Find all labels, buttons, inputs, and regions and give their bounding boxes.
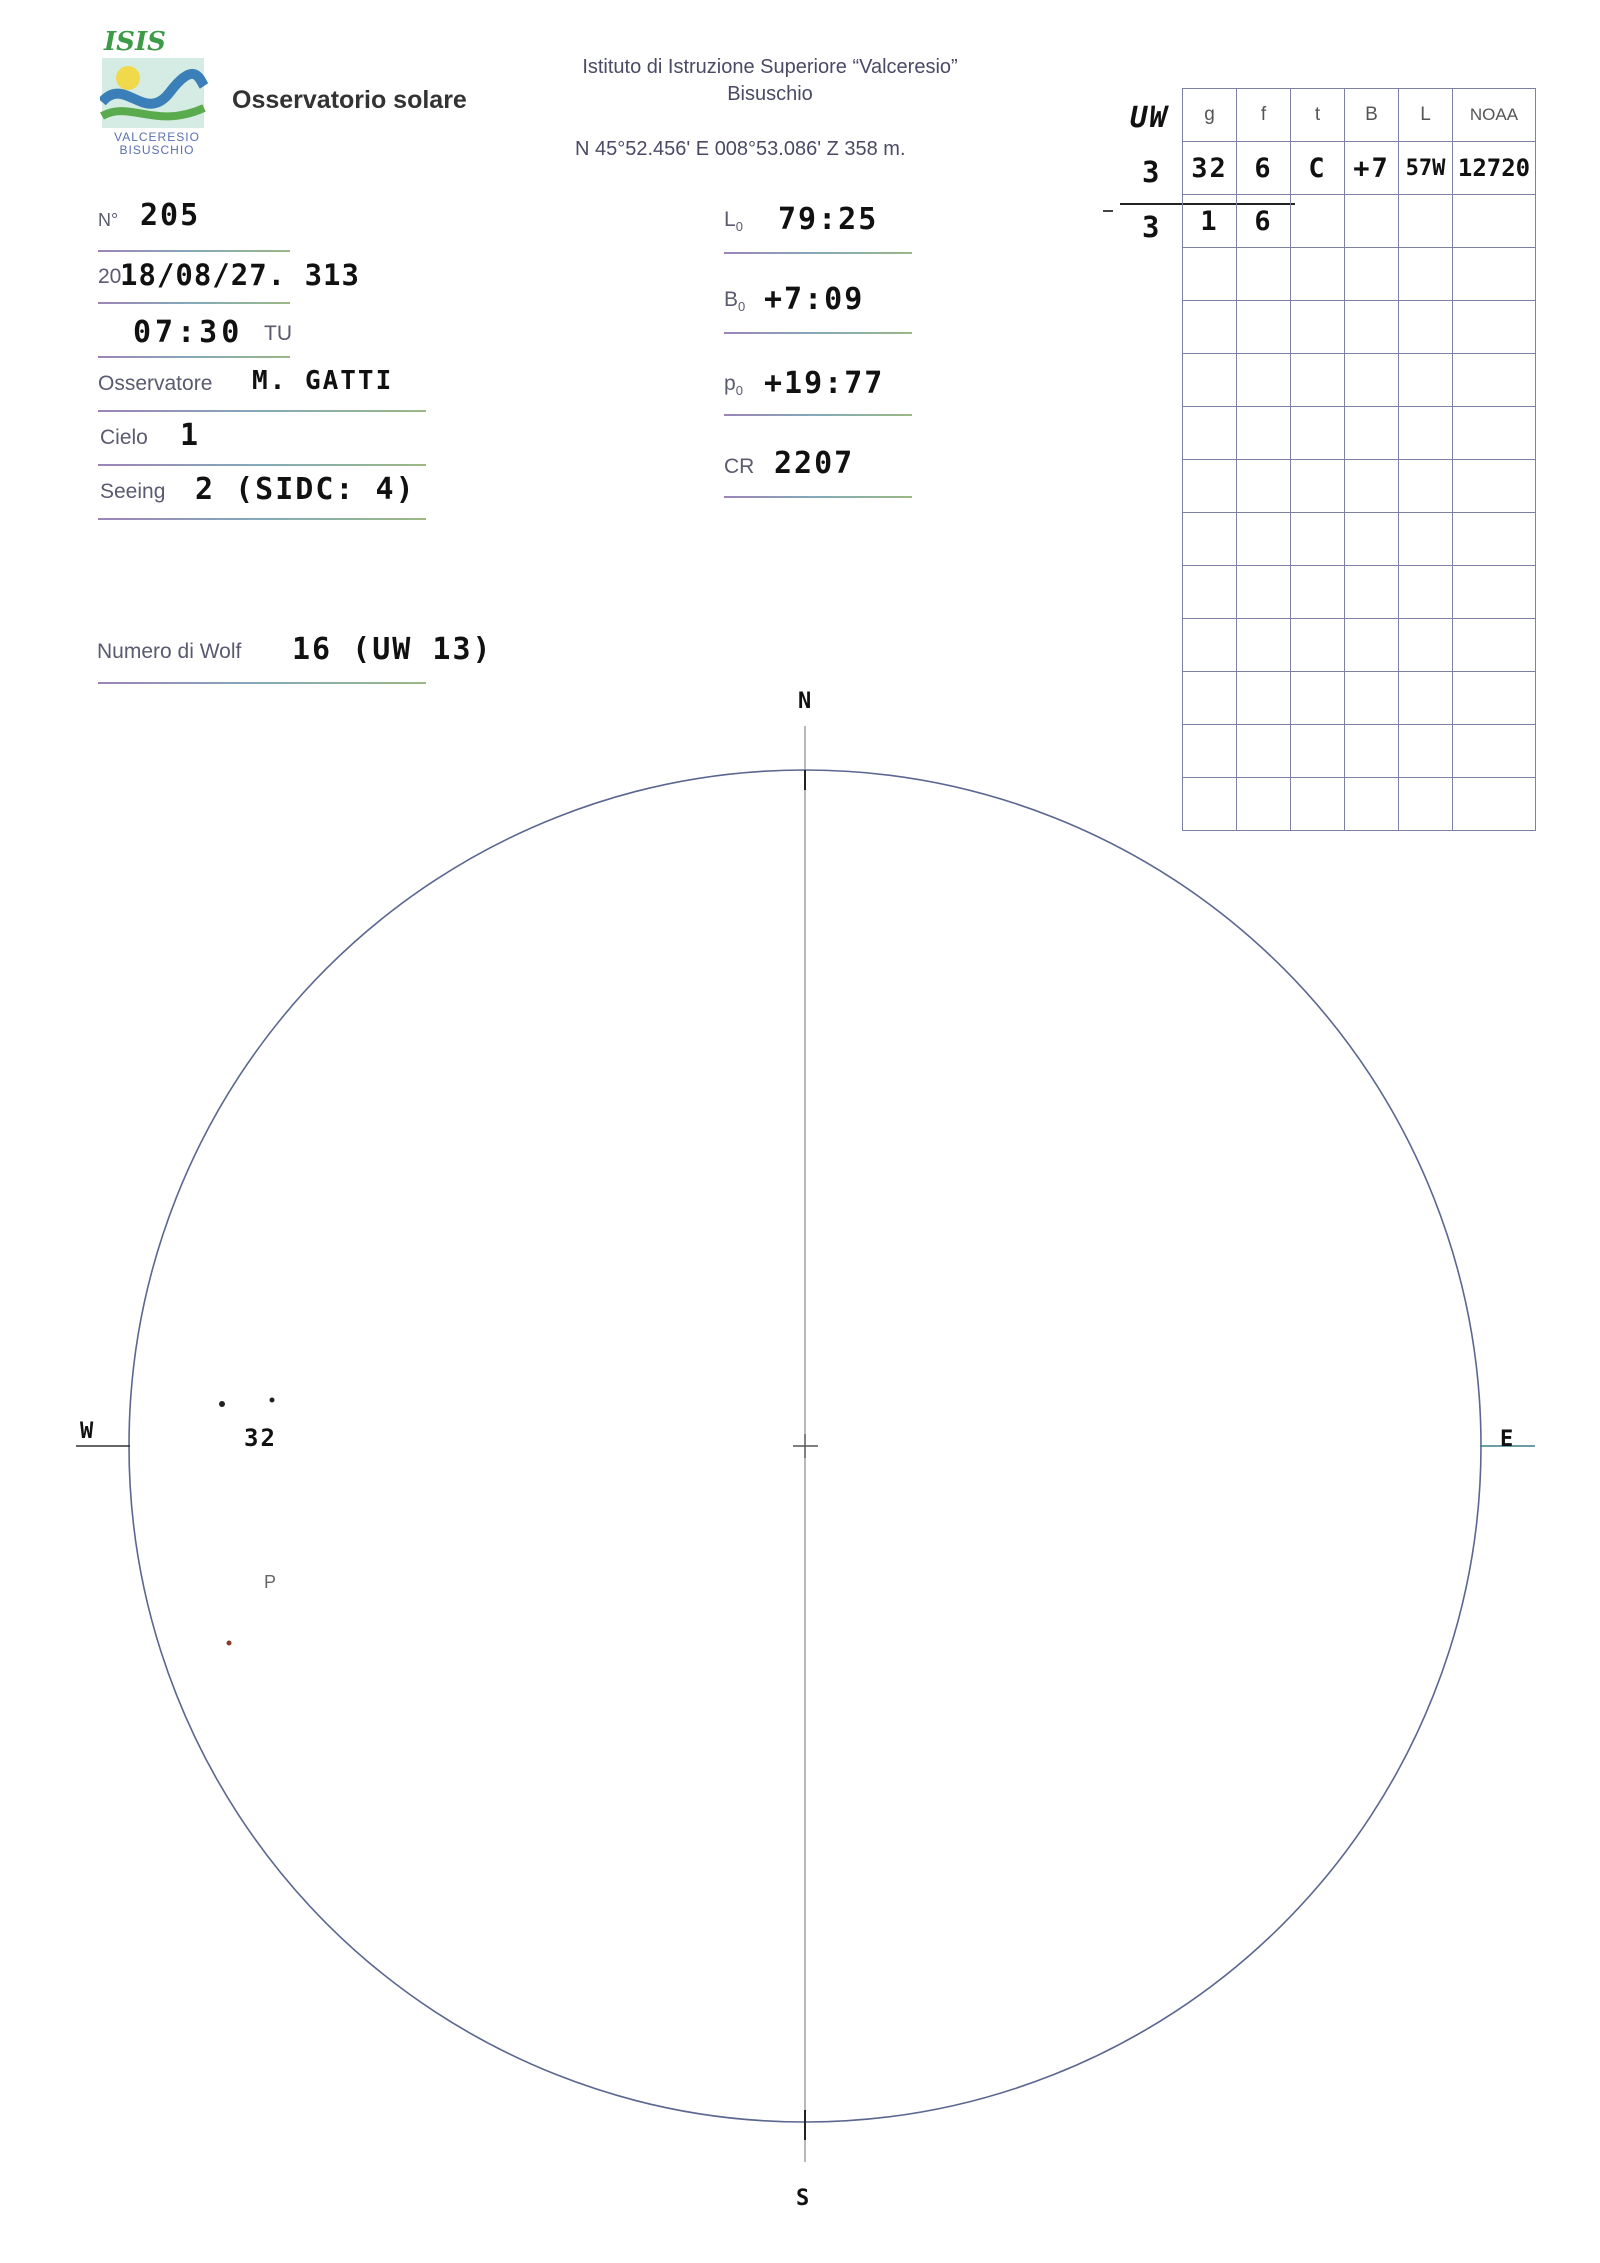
b0-letter: B	[724, 288, 739, 311]
logo-caption-line1: VALCERESIO	[114, 130, 200, 144]
number-value: 205	[140, 198, 201, 233]
observatory-title: Osservatorio solare	[232, 86, 467, 114]
south-label: S	[796, 2186, 812, 2211]
cell-t: C	[1291, 142, 1345, 195]
b0-subscript: 0	[738, 299, 746, 315]
p0-value: +19:77	[764, 366, 885, 401]
sunspot-follower	[270, 1398, 275, 1403]
l0-letter: L	[724, 208, 736, 231]
north-label: N	[798, 689, 814, 714]
l0-value: 79:25	[778, 202, 879, 237]
cell-noaa: 12720	[1453, 142, 1536, 195]
wolf-label: Numero di Wolf	[97, 640, 242, 663]
logo-letters: ISIS	[104, 30, 166, 57]
col-header-f: f	[1237, 89, 1291, 142]
time-unit: TU	[264, 322, 292, 345]
institute-line2: Bisuschio	[727, 83, 813, 105]
west-label: W	[80, 1419, 96, 1444]
col-header-g: g	[1183, 89, 1237, 142]
col-header-noaa: NOAA	[1453, 89, 1536, 142]
cell-g: 32	[1183, 142, 1237, 195]
cell-b: +7	[1345, 142, 1399, 195]
col-header-l: L	[1399, 89, 1453, 142]
facula-label: P	[264, 1572, 277, 1592]
cell-l: 57W	[1399, 142, 1453, 195]
cr-value: 2207	[774, 446, 855, 481]
total-f: 6	[1237, 195, 1291, 248]
total-g: 1	[1183, 195, 1237, 248]
sky-value: 1	[180, 418, 201, 453]
sky-label: Cielo	[100, 426, 148, 449]
seeing-label: Seeing	[100, 480, 166, 503]
number-label: N°	[98, 210, 119, 230]
sunspot-group-label: 32	[244, 1424, 277, 1452]
p0-letter: p	[724, 372, 736, 395]
uw-header: UW	[1130, 100, 1169, 134]
p0-subscript: 0	[735, 383, 743, 399]
seeing-value: 2 (SIDC: 4)	[195, 472, 416, 507]
time-value: 07:30	[133, 315, 244, 350]
cell-f: 6	[1237, 142, 1291, 195]
col-header-t: t	[1291, 89, 1345, 142]
facula-dot	[227, 1641, 232, 1646]
uw-total: 3	[1142, 210, 1162, 244]
observatory-coordinates: N 45°52.456' E 008°53.086' Z 358 m.	[575, 138, 906, 160]
date-value: 18/08/27. 313	[120, 258, 360, 292]
date-prefix: 20	[98, 265, 122, 288]
institute-line1: Istituto di Istruzione Superiore “Valceresio”	[582, 56, 958, 78]
l0-subscript: 0	[735, 219, 743, 235]
sunspot-leader	[219, 1401, 225, 1407]
logo-caption-line2: BISUSCHIO	[119, 143, 195, 157]
east-label: E	[1500, 1427, 1516, 1452]
cr-label: CR	[724, 455, 755, 478]
observer-label: Osservatore	[98, 372, 213, 395]
b0-value: +7:09	[764, 282, 865, 317]
wolf-value: 16 (UW 13)	[292, 632, 493, 667]
col-header-b: B	[1345, 89, 1399, 142]
observer-value: M. GATTI	[252, 366, 394, 396]
uw-row1: 3	[1142, 155, 1162, 189]
